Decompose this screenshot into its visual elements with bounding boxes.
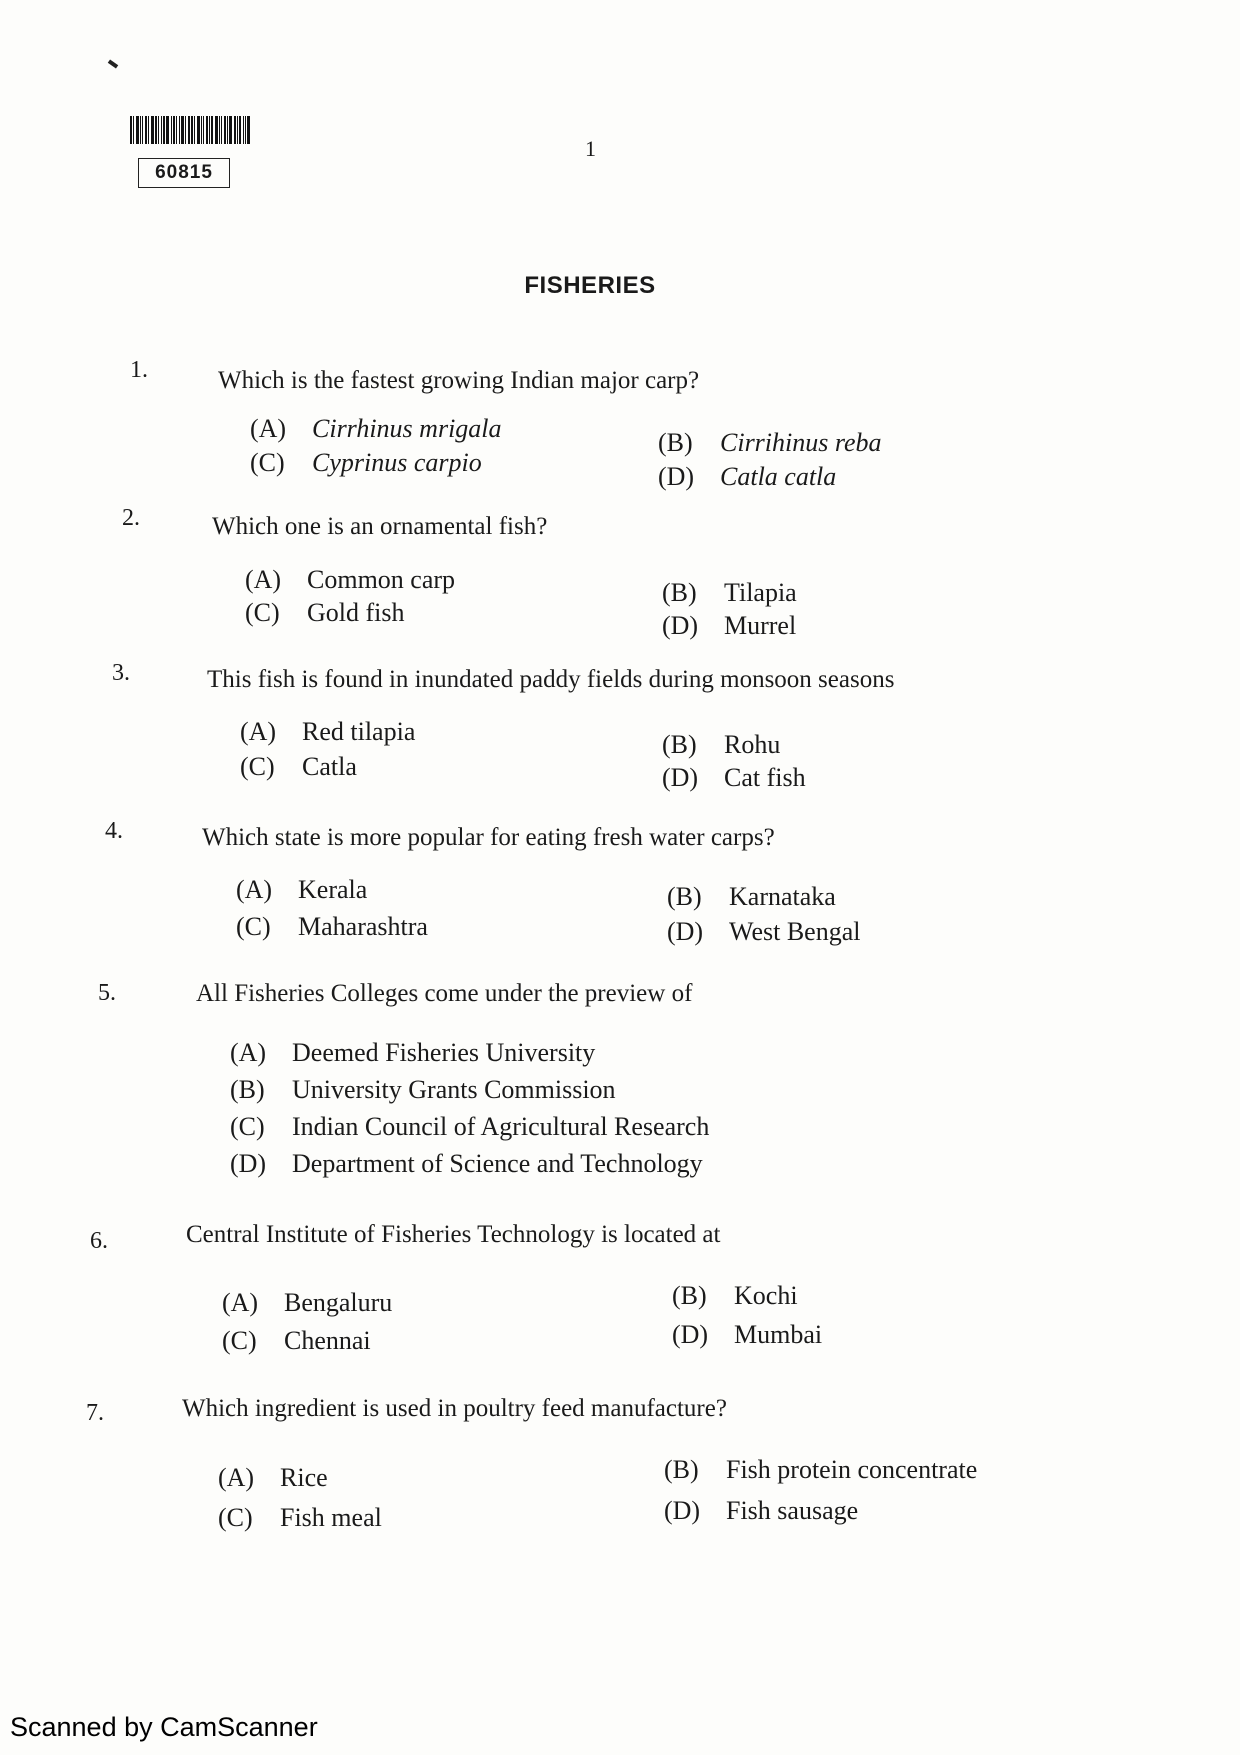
- option-letter: (B): [672, 1281, 707, 1310]
- barcode-bar: [209, 116, 210, 144]
- question-text: Which is the fastest growing Indian major carp?: [218, 367, 700, 394]
- question-number: 6.: [90, 1228, 108, 1254]
- barcode-bar: [194, 116, 195, 144]
- barcode-bar: [166, 116, 169, 144]
- barcode-bar: [161, 116, 162, 144]
- option-letter: (A): [250, 414, 287, 443]
- barcode-bar: [176, 116, 177, 144]
- question-number: 3.: [112, 660, 130, 686]
- option-d: [662, 763, 806, 793]
- question-number: 5.: [98, 980, 116, 1006]
- option-c: [222, 1326, 371, 1356]
- barcode-bar: [206, 116, 208, 144]
- option-letter: (C): [230, 1112, 265, 1141]
- option-letter: (B): [664, 1455, 699, 1484]
- scanner-watermark: Scanned by CamScanner: [10, 1712, 318, 1742]
- barcode-bar: [130, 116, 132, 144]
- stray-mark: [108, 59, 118, 68]
- option-letter: (B): [662, 578, 697, 607]
- option-d: [230, 1149, 703, 1179]
- option-b: [230, 1075, 616, 1105]
- question-text: All Fisheries Colleges come under the preview of: [196, 980, 693, 1007]
- option-letter: (C): [240, 752, 275, 781]
- barcode-bar: [158, 116, 159, 144]
- option-c: [250, 448, 482, 478]
- option-b: [667, 882, 836, 912]
- question-number: 2.: [122, 505, 140, 531]
- option-c: [230, 1112, 709, 1142]
- option-text: Catla catla: [720, 462, 837, 491]
- option-text: Kochi: [734, 1281, 798, 1310]
- option-c: [240, 752, 357, 782]
- option-text: Chennai: [284, 1326, 371, 1355]
- option-d: [672, 1320, 822, 1350]
- option-a: [222, 1288, 392, 1318]
- paper-code: 60815: [138, 158, 230, 188]
- barcode-bar: [211, 116, 213, 144]
- question-number: 1.: [130, 357, 148, 383]
- option-d: [664, 1496, 858, 1526]
- option-text: West Bengal: [729, 917, 861, 946]
- option-letter: (A): [245, 565, 282, 594]
- barcode-bar: [215, 116, 218, 144]
- barcode-bar: [155, 116, 157, 144]
- question-text: Which state is more popular for eating fresh water carps?: [202, 824, 775, 851]
- barcode-bar: [188, 116, 190, 144]
- barcode-bar: [133, 116, 134, 144]
- option-b: [664, 1455, 977, 1485]
- option-letter: (D): [667, 917, 704, 946]
- question-text: Which ingredient is used in poultry feed manufacture?: [182, 1395, 727, 1422]
- option-text: Karnataka: [729, 882, 836, 911]
- barcode-bar: [201, 116, 202, 144]
- option-letter: (D): [662, 763, 699, 792]
- question-text: Which one is an ornamental fish?: [212, 513, 548, 540]
- option-text: Rohu: [724, 730, 781, 759]
- barcode-bar: [227, 116, 228, 144]
- option-letter: (B): [662, 730, 697, 759]
- option-letter: (D): [672, 1320, 709, 1349]
- option-c: [236, 912, 428, 942]
- option-letter: (C): [245, 598, 280, 627]
- question-number: 4.: [105, 818, 123, 844]
- option-letter: (A): [236, 875, 273, 904]
- option-letter: (B): [230, 1075, 265, 1104]
- barcode-bar: [151, 116, 154, 144]
- option-text: Bengaluru: [284, 1288, 393, 1317]
- option-a: [250, 414, 502, 444]
- option-letter: (D): [664, 1496, 701, 1525]
- barcode-bar: [148, 116, 149, 144]
- question-number: 7.: [86, 1400, 104, 1426]
- option-a: [218, 1463, 328, 1493]
- option-b: [658, 428, 882, 458]
- barcode-bar: [136, 116, 139, 144]
- option-text: Cirrihinus reba: [720, 428, 882, 457]
- option-text: Kerala: [298, 875, 368, 904]
- option-b: [662, 730, 780, 760]
- barcode-bar: [173, 116, 175, 144]
- question-text: This fish is found in inundated paddy fields during monsoon seasons: [207, 666, 895, 693]
- option-text: Department of Science and Technology: [292, 1149, 703, 1178]
- barcode-bar: [224, 116, 226, 144]
- option-text: Gold fish: [307, 598, 405, 627]
- barcode-bar: [219, 116, 220, 144]
- option-text: Common carp: [307, 565, 456, 594]
- barcode-bar: [237, 116, 238, 144]
- option-text: Fish meal: [280, 1503, 382, 1532]
- option-b: [672, 1281, 798, 1311]
- page-title: FISHERIES: [524, 272, 656, 299]
- page-number: 1: [585, 136, 596, 161]
- option-text: Cyprinus carpio: [312, 448, 482, 477]
- barcode-bar: [185, 116, 186, 144]
- option-a: [236, 875, 367, 905]
- barcode-bar: [234, 116, 236, 144]
- option-text: Catla: [302, 752, 357, 781]
- option-letter: (A): [218, 1463, 255, 1492]
- barcode-bar: [163, 116, 165, 144]
- option-text: Fish sausage: [726, 1496, 859, 1525]
- option-letter: (A): [230, 1038, 267, 1067]
- barcode-bar: [243, 116, 244, 144]
- barcode-bar: [179, 116, 180, 144]
- barcode-bar: [191, 116, 193, 144]
- option-letter: (B): [658, 428, 693, 457]
- barcode-bar: [229, 116, 232, 144]
- option-letter: (C): [218, 1503, 253, 1532]
- barcode-bar: [247, 116, 250, 144]
- option-letter: (B): [667, 882, 702, 911]
- option-text: Cat fish: [724, 763, 806, 792]
- option-text: Maharashtra: [298, 912, 428, 941]
- option-letter: (A): [222, 1288, 259, 1317]
- option-a: [245, 565, 455, 595]
- option-a: [240, 717, 415, 747]
- option-text: Murrel: [724, 611, 797, 640]
- option-text: Cirrhinus mrigala: [312, 414, 502, 443]
- option-c: [245, 598, 405, 628]
- option-letter: (D): [658, 462, 695, 491]
- barcode: [130, 116, 304, 144]
- option-text: Rice: [280, 1463, 328, 1492]
- option-letter: (C): [236, 912, 271, 941]
- option-d: [658, 462, 836, 492]
- barcode-bar: [245, 116, 246, 144]
- barcode-bar: [203, 116, 204, 144]
- barcode-bar: [221, 116, 222, 144]
- option-text: Mumbai: [734, 1320, 823, 1349]
- option-b: [662, 578, 797, 608]
- barcode-bar: [171, 116, 172, 144]
- option-text: University Grants Commission: [292, 1075, 616, 1104]
- barcode-bar: [140, 116, 141, 144]
- option-letter: (D): [662, 611, 699, 640]
- barcode-bar: [181, 116, 184, 144]
- barcode-bar: [145, 116, 147, 144]
- option-text: Fish protein concentrate: [726, 1455, 978, 1484]
- option-d: [662, 611, 796, 641]
- barcode-bar: [197, 116, 200, 144]
- option-d: [667, 917, 861, 947]
- option-letter: (C): [250, 448, 285, 477]
- question-text: Central Institute of Fisheries Technology is located at: [186, 1221, 721, 1248]
- option-text: Deemed Fisheries University: [292, 1038, 596, 1067]
- option-a: [230, 1038, 595, 1068]
- option-text: Red tilapia: [302, 717, 416, 746]
- option-text: Tilapia: [724, 578, 797, 607]
- barcode-bar: [142, 116, 143, 144]
- option-c: [218, 1503, 382, 1533]
- option-letter: (A): [240, 717, 277, 746]
- option-letter: (C): [222, 1326, 257, 1355]
- barcode-bar: [239, 116, 241, 144]
- option-text: Indian Council of Agricultural Research: [292, 1112, 710, 1141]
- option-letter: (D): [230, 1149, 267, 1178]
